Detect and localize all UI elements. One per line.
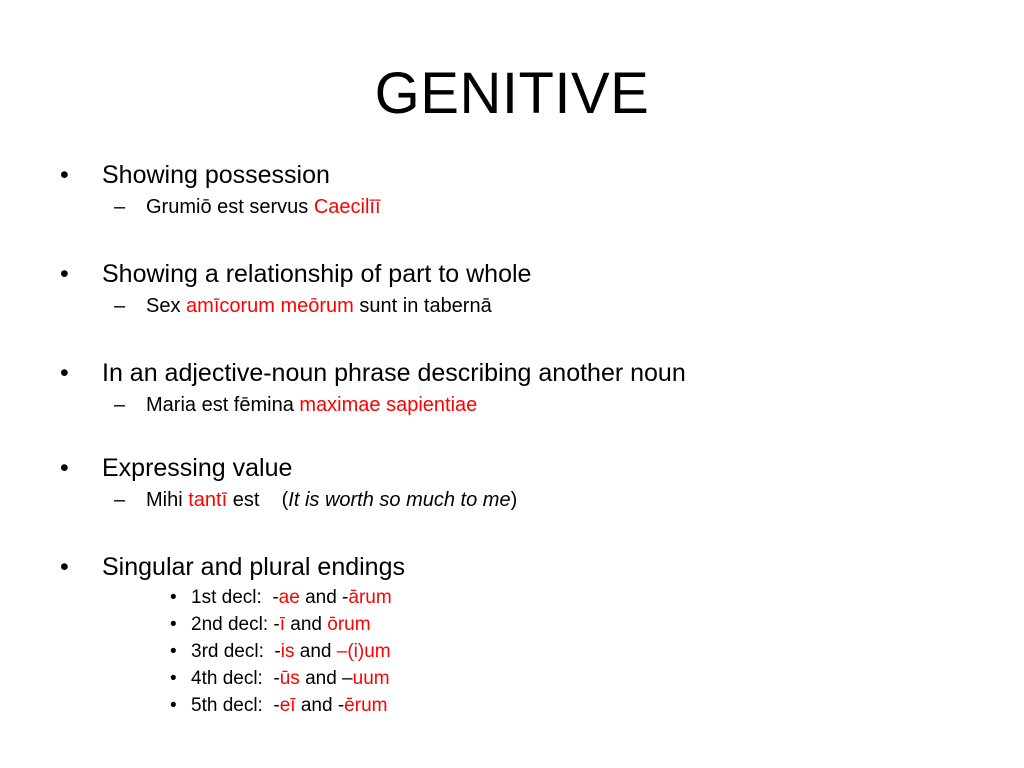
bullet-icon: • — [170, 614, 177, 635]
ending-label: 2nd decl: - — [191, 614, 280, 635]
ending-connector: and – — [299, 668, 353, 689]
ending-label: 5th decl: - — [191, 695, 280, 716]
dash-icon: – — [114, 295, 126, 317]
bullet-icon: • — [60, 359, 69, 387]
ending-connector: and - — [299, 587, 349, 608]
example-plain: Mihi — [146, 489, 189, 511]
ending-text — [191, 641, 391, 663]
ending-label: 1st decl: - — [191, 587, 279, 608]
singular-ending: is — [280, 641, 295, 662]
plural-ending: ōrum — [327, 614, 371, 635]
singular-ending: ī — [279, 614, 286, 635]
singular-ending: ae — [278, 587, 300, 608]
example-genitive: tantī — [188, 489, 228, 511]
example-plain: ) — [510, 489, 518, 511]
example-plain: Sex — [146, 295, 187, 317]
ending-text — [191, 614, 371, 636]
singular-ending: eī — [279, 695, 296, 716]
ending-text — [191, 587, 392, 609]
bullet-text: Singular and plural endings — [102, 553, 405, 581]
bullet-icon: • — [60, 454, 69, 482]
example-text — [146, 393, 477, 417]
bullet-icon: • — [60, 161, 69, 189]
dash-icon: – — [114, 196, 126, 218]
dash-icon: – — [114, 489, 126, 511]
ending-label: 4th decl: - — [191, 668, 280, 689]
example-text — [146, 488, 517, 512]
ending-connector: and — [294, 641, 337, 662]
plural-ending: ērum — [344, 695, 388, 716]
bullet-text: Expressing value — [102, 454, 293, 482]
ending-text — [191, 668, 390, 690]
bullet-icon: • — [170, 695, 177, 716]
example-genitive: amīcorum meōrum — [186, 295, 354, 317]
example-genitive: Caecilīī — [313, 196, 381, 218]
example-translation: It is worth so much to me — [288, 489, 511, 511]
bullet-icon: • — [60, 260, 69, 288]
plural-ending: –(i)um — [336, 641, 391, 662]
plural-ending: ārum — [348, 587, 392, 608]
bullet-icon: • — [170, 587, 177, 608]
bullet-icon: • — [170, 668, 177, 689]
ending-label: 3rd decl: - — [191, 641, 281, 662]
slide-title: GENITIVE — [374, 61, 650, 126]
bullet-text: Showing a relationship of part to whole — [102, 260, 532, 288]
example-plain: Grumiō est servus — [146, 196, 314, 218]
bullet-icon: • — [170, 641, 177, 662]
ending-connector: and - — [295, 695, 345, 716]
example-plain: est ( — [227, 489, 289, 511]
dash-icon: – — [114, 394, 126, 416]
example-text — [146, 294, 492, 318]
bullet-text: In an adjective-noun phrase describing another noun — [102, 359, 686, 387]
example-text — [146, 195, 381, 219]
singular-ending: ūs — [279, 668, 300, 689]
example-plain: sunt in tabernā — [353, 295, 492, 317]
bullet-text: Showing possession — [102, 161, 330, 189]
plural-ending: uum — [352, 668, 390, 689]
example-plain: Maria est fēmina — [146, 394, 300, 416]
ending-text — [191, 695, 387, 717]
ending-connector: and — [285, 614, 328, 635]
example-genitive: maximae sapientiae — [299, 394, 478, 416]
bullet-icon: • — [60, 553, 69, 581]
